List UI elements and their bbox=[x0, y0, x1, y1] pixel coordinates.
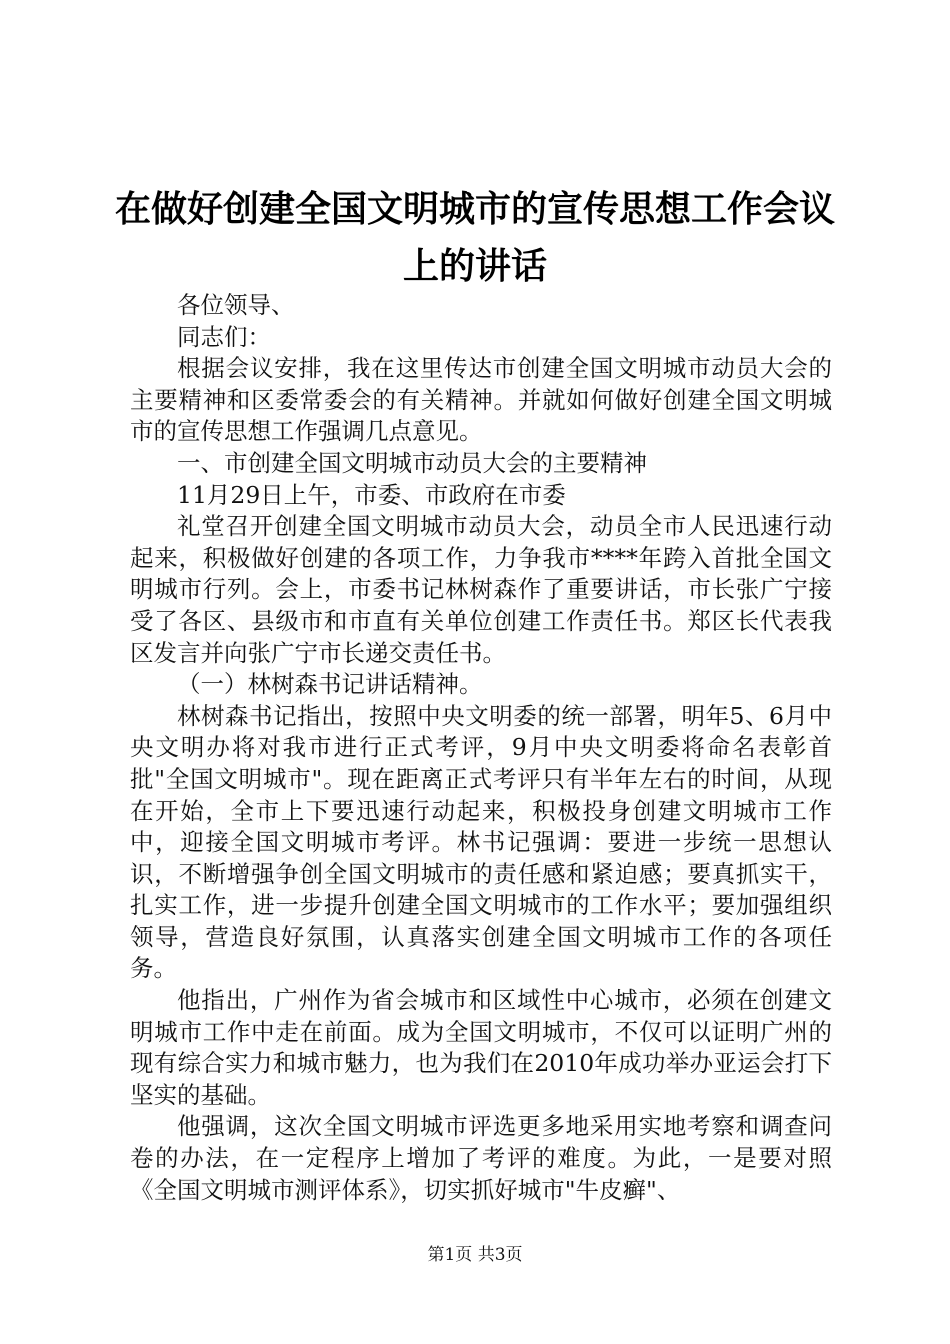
body-paragraph: 11月29日上午，市委、市政府在市委 bbox=[177, 480, 566, 509]
body-paragraph: 他指出，广州作为省会城市和区域性中心城市，必须在创建文明城市工作中走在前面。成为全国文明城市，不仅可以证明广州的现有综合实力和城市魅力，也为我们在2010年成功举办亚运会打下坚实的基础。 bbox=[130, 986, 832, 1109]
section-heading: 一、市创建全国文明城市动员大会的主要精神 bbox=[177, 448, 647, 477]
body-paragraph: 他强调，这次全国文明城市评选更多地采用实地考察和调查问卷的办法，在一定程序上增加了考评的难度。为此，一是要对照《全国文明城市测评体系》，切实抓好城市"牛皮癣"、 bbox=[130, 1112, 832, 1204]
document-title-line-1: 在做好创建全国文明城市的宣传思想工作会议 bbox=[114, 189, 835, 230]
body-paragraph: 林树森书记指出，按照中央文明委的统一部署，明年5、6月中央文明办将对我市进行正式考评，9月中央文明委将命名表彰首批"全国文明城市"。现在距离正式考评只有半年左右的时间，从现在开始，全市上下要迅速行动起来，积极投身创建文明城市工作中，迎接全国文明城市考评。林书记强调：要进一步统一思想认识，不断增强争创全国文明城市的责任感和紧迫感；要真抓实干，扎实工作，进一步提升创建全国文明城市的工作水平；要加强组织领导，营造良好氛围，认真落实创建全国文明城市工作的各项任务。 bbox=[130, 701, 832, 983]
document-body bbox=[130, 290, 832, 1206]
subsection-heading: （一）林树森书记讲话精神。 bbox=[177, 670, 483, 699]
document-title-line-2: 上的讲话 bbox=[402, 246, 547, 287]
salutation-comrades: 同志们： bbox=[177, 322, 271, 351]
salutation-leaders: 各位领导、 bbox=[177, 291, 295, 319]
page-number-footer: 第1页 共3页 bbox=[427, 1245, 523, 1265]
body-paragraph: 根据会议安排，我在这里传达市创建全国文明城市动员大会的主要精神和区委常委会的有关精神。并就如何做好创建全国文明城市的宣传思想工作强调几点意见。 bbox=[130, 354, 832, 446]
body-paragraph: 礼堂召开创建全国文明城市动员大会，动员全市人民迅速行动起来，积极做好创建的各项工作，力争我市****年跨入首批全国文明城市行列。会上，市委书记林树森作了重要讲话，市长张广宁接受了各区、县级市和市直有关单位创建工作责任书。郑区长代表我区发言并向张广宁市长递交责任书。 bbox=[130, 512, 832, 667]
